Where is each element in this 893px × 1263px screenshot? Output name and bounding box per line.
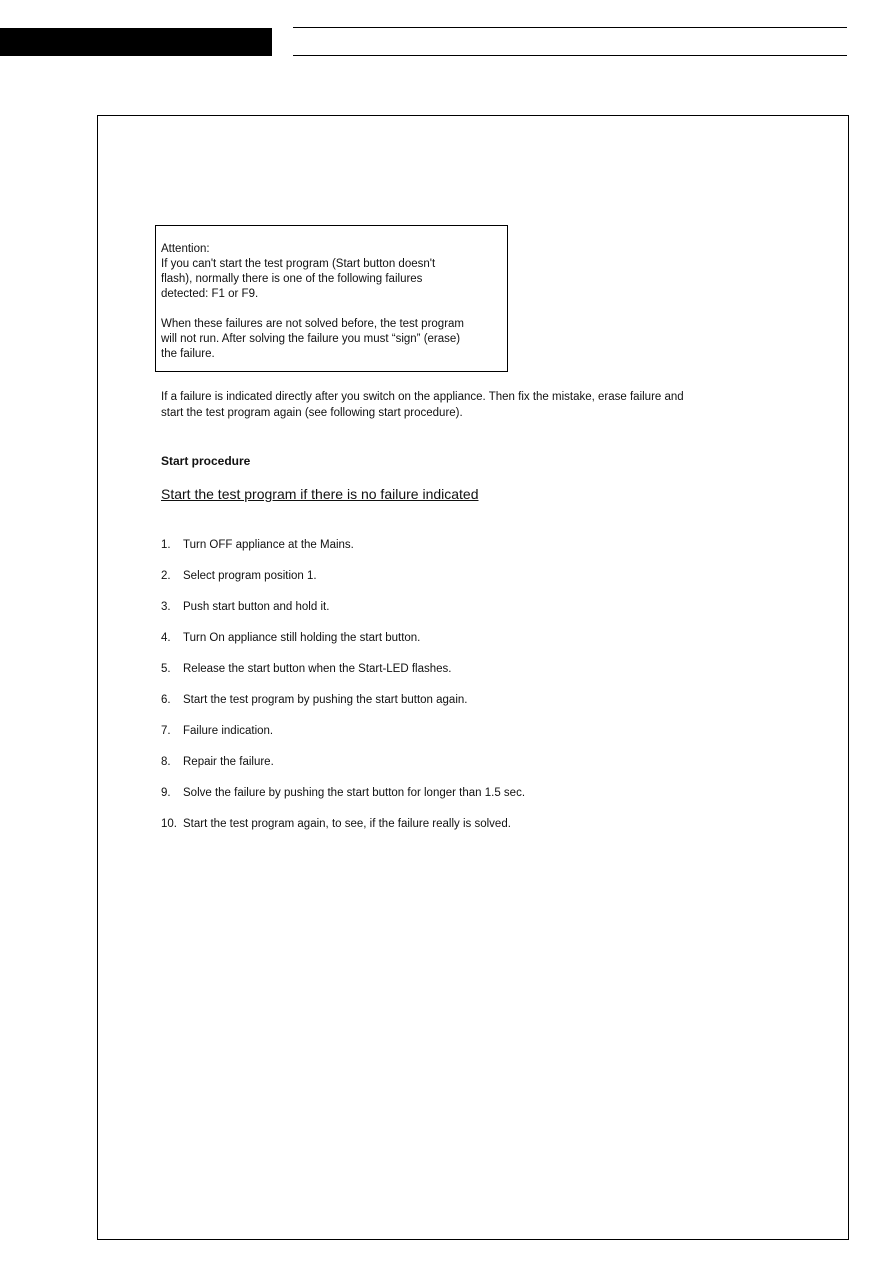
- step-item: [161, 724, 601, 739]
- step-item: [161, 600, 601, 615]
- step-text: Release the start button when the Start-LED flashes.: [183, 663, 452, 675]
- step-text: Repair the failure.: [183, 756, 274, 768]
- header-rule-top: [293, 27, 847, 28]
- step-text: Select program position 1.: [183, 570, 317, 582]
- step-number: 4.: [161, 632, 171, 644]
- step-text: Start the test program again, to see, if the failure really is solved.: [183, 818, 511, 830]
- step-item: [161, 755, 601, 770]
- step-item: [161, 817, 601, 832]
- intro-paragraph: [161, 389, 761, 421]
- subheading: Start the test program if there is no failure indicated: [161, 486, 479, 502]
- attention-title: Attention:: [161, 243, 210, 255]
- step-number: 7.: [161, 725, 171, 737]
- step-number: 10.: [161, 818, 177, 830]
- steps-list: [161, 538, 601, 848]
- step-item: [161, 693, 601, 708]
- attention-box: [155, 225, 508, 372]
- attention-gap: [161, 302, 501, 317]
- step-item: [161, 631, 601, 646]
- step-number: 1.: [161, 539, 171, 551]
- intro-line: start the test program again (see following start procedure).: [161, 407, 463, 419]
- attention-line: If you can't start the test program (Start button doesn't: [161, 258, 436, 270]
- step-number: 2.: [161, 570, 171, 582]
- step-text: Turn On appliance still holding the start button.: [183, 632, 421, 644]
- attention-line: the failure.: [161, 348, 215, 360]
- step-text: Push start button and hold it.: [183, 601, 330, 613]
- step-text: Start the test program by pushing the start button again.: [183, 694, 468, 706]
- step-item: [161, 538, 601, 553]
- section-title: Start procedure: [161, 454, 251, 468]
- header-black-bar: [0, 28, 272, 56]
- step-number: 8.: [161, 756, 171, 768]
- step-text: Failure indication.: [183, 725, 274, 737]
- attention-line: will not run. After solving the failure you must “sign” (erase): [161, 333, 461, 345]
- header-rule-bottom: [293, 55, 847, 56]
- attention-line: When these failures are not solved before, the test program: [161, 318, 464, 330]
- step-number: 3.: [161, 601, 171, 613]
- step-number: 6.: [161, 694, 171, 706]
- attention-line: flash), normally there is one of the following failures: [161, 273, 423, 285]
- step-item: [161, 662, 601, 677]
- intro-line: If a failure is indicated directly after you switch on the appliance. Then fix the mistake, erase failure and: [161, 391, 684, 403]
- step-text: Solve the failure by pushing the start button for longer than 1.5 sec.: [183, 787, 526, 799]
- step-item: [161, 786, 601, 801]
- step-text: Turn OFF appliance at the Mains.: [183, 539, 354, 551]
- step-number: 5.: [161, 663, 171, 675]
- step-item: [161, 569, 601, 584]
- attention-line: detected: F1 or F9.: [161, 288, 259, 300]
- step-number: 9.: [161, 787, 171, 799]
